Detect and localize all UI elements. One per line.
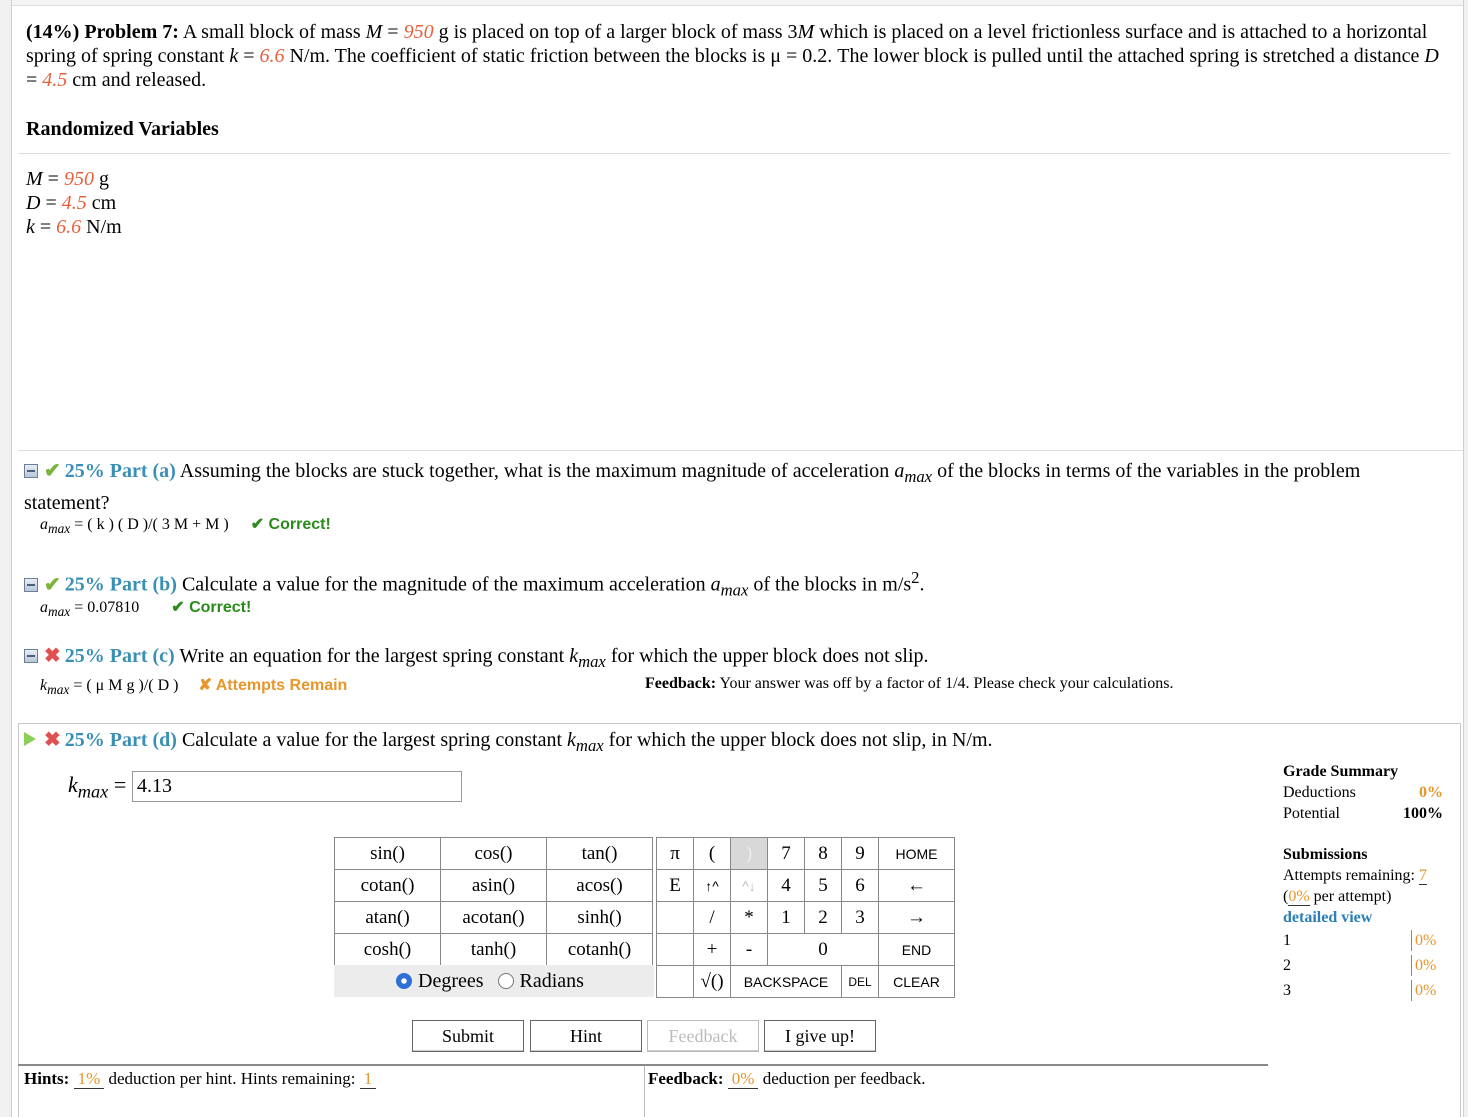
answer-label: $k_{max}$ = [68, 772, 127, 802]
per-attempt: (0% per attempt) [1283, 888, 1392, 905]
key-superscript[interactable]: ↑^ [694, 870, 731, 902]
key-cosh[interactable]: cosh() [335, 934, 441, 966]
checkmark-icon: ✔ [44, 460, 61, 482]
x-mark-icon: ✖ [44, 729, 61, 751]
left-border [0, 0, 12, 1117]
key-cotan[interactable]: cotan() [335, 870, 441, 902]
key-tanh[interactable]: tanh() [441, 934, 547, 966]
key-blank [657, 902, 694, 934]
part-a: ✔ 25% Part (a) Assuming the blocks are stuck together, what is the maximum magnitude of acceleration $a_{max}$ of the blocks in terms of the variables in the problem statement? [24, 460, 1361, 514]
key-tan[interactable]: tan() [547, 838, 653, 870]
problem-statement: (14%) Problem 7: A small block of mass M = 950 g is placed on top of a larger block of mass 3M which is placed on a level frictionless surface and is attached to a horizontal spring of spring constant k = 6.6 N/m. The coefficient of static friction between the blocks is μ = 0.2. The lower block is pulled until the attached spring is stretched a distance D = 4.5 cm and released. [26, 21, 1439, 91]
feedback-button[interactable]: Feedback [647, 1020, 759, 1052]
top-strip [0, 0, 1468, 6]
key-subscript[interactable]: ^↓ [731, 870, 768, 902]
key-0[interactable]: 0 [768, 934, 879, 966]
divider [644, 1066, 645, 1117]
detailed-view-link[interactable]: detailed view [1283, 909, 1373, 926]
hints-info: Hints: 1% deduction per hint. Hints remaining: 1 [24, 1069, 376, 1089]
submit-button[interactable]: Submit [412, 1020, 524, 1052]
key-left-arrow[interactable]: ← [879, 870, 955, 902]
attempts-remaining: Attempts remaining: 7 [1283, 867, 1427, 884]
deductions-row: Deductions 0% [1283, 784, 1443, 801]
key-sin[interactable]: sin() [335, 838, 441, 870]
key-sinh[interactable]: sinh() [547, 902, 653, 934]
submission-row: 1 0% [1283, 928, 1443, 953]
key-9[interactable]: 9 [842, 838, 879, 870]
key-divide[interactable]: / [694, 902, 731, 934]
key-sqrt[interactable]: √() [694, 966, 731, 998]
key-right-paren[interactable]: ) [731, 838, 768, 870]
key-asin[interactable]: asin() [441, 870, 547, 902]
divider [18, 450, 1463, 451]
randomized-variables-title: Randomized Variables [26, 118, 219, 140]
part-c-label: 25% Part (c) [64, 645, 175, 667]
key-2[interactable]: 2 [805, 902, 842, 934]
key-4[interactable]: 4 [768, 870, 805, 902]
angle-mode-selector: Degrees Radians [334, 965, 654, 997]
degrees-radio[interactable] [396, 973, 412, 989]
key-home[interactable]: HOME [879, 838, 955, 870]
part-b: ✔ 25% Part (b) Calculate a value for the magnitude of the maximum acceleration $a_{max}$ of the blocks in $m/s^2$. [24, 565, 1424, 604]
attempts-remain-status: ✘ Attempts Remain [198, 677, 348, 694]
variable-row: k = 6.6 N/m [26, 216, 122, 238]
key-backspace[interactable]: BACKSPACE [731, 966, 842, 998]
key-cotanh[interactable]: cotanh() [547, 934, 653, 966]
part-a-answer: $a_{max}$ = ( k ) ( D )/( 3 M + M ) ✔ Correct! [40, 516, 331, 537]
x-mark-icon: ✖ [44, 645, 61, 667]
part-c-feedback: Feedback: Your answer was off by a factor of 1/4. Please check your calculations. [645, 675, 1174, 692]
key-3[interactable]: 3 [842, 902, 879, 934]
key-pi[interactable]: π [657, 838, 694, 870]
collapse-icon[interactable] [24, 578, 38, 592]
number-keypad [656, 837, 955, 998]
key-blank [657, 966, 694, 998]
part-c: ✖ 25% Part (c) Write an equation for the largest spring constant $k_{max}$ for which the upper block does not slip. [24, 643, 1424, 675]
collapse-icon[interactable] [24, 464, 38, 478]
key-6[interactable]: 6 [842, 870, 879, 902]
submissions-title: Submissions [1283, 846, 1368, 863]
radians-radio[interactable] [498, 973, 514, 989]
grade-summary-title: Grade Summary [1283, 763, 1399, 780]
key-plus[interactable]: + [694, 934, 731, 966]
part-d-label: 25% Part (d) [64, 729, 177, 751]
submission-row: 3 0% [1283, 978, 1443, 1003]
function-keypad [334, 837, 653, 966]
part-a-label: 25% Part (a) [64, 460, 176, 482]
correct-status: ✔ Correct! [171, 599, 252, 616]
part-b-answer: $a_{max} = 0.07810$ ✔ Correct! [40, 599, 252, 620]
key-left-paren[interactable]: ( [694, 838, 731, 870]
checkmark-icon: ✔ [44, 573, 61, 596]
key-5[interactable]: 5 [805, 870, 842, 902]
key-7[interactable]: 7 [768, 838, 805, 870]
key-8[interactable]: 8 [805, 838, 842, 870]
mass-value: 950 [403, 21, 434, 43]
submission-row: 2 0% [1283, 953, 1443, 978]
key-acotan[interactable]: acotan() [441, 902, 547, 934]
expand-icon[interactable] [24, 732, 36, 746]
spring-constant-value: 6.6 [259, 45, 285, 67]
key-atan[interactable]: atan() [335, 902, 441, 934]
correct-status: ✔ Correct! [250, 516, 331, 533]
give-up-button[interactable]: I give up! [764, 1020, 876, 1052]
randomized-variables-list [26, 167, 122, 239]
potential-row: Potential 100% [1283, 805, 1443, 822]
key-1[interactable]: 1 [768, 902, 805, 934]
variable-row: M = 950 g [26, 168, 109, 190]
right-scrollbar[interactable] [1463, 0, 1468, 1117]
key-del[interactable]: DEL [842, 966, 879, 998]
divider [18, 153, 1450, 154]
key-clear[interactable]: CLEAR [879, 966, 955, 998]
part-d: ✖ 25% Part (d) Calculate a value for the largest spring constant $k_{max}$ for which the upper block does not slip, in N/m. [24, 727, 1424, 759]
key-e[interactable]: E [657, 870, 694, 902]
variable-row: D = 4.5 cm [26, 192, 117, 214]
grade-summary [1283, 761, 1443, 1003]
key-end[interactable]: END [879, 934, 955, 966]
part-b-label: 25% Part (b) [64, 573, 177, 596]
key-minus[interactable]: - [731, 934, 768, 966]
key-multiply[interactable]: * [731, 902, 768, 934]
key-cos[interactable]: cos() [441, 838, 547, 870]
key-blank [657, 934, 694, 966]
key-right-arrow[interactable]: → [879, 902, 955, 934]
part-c-answer: $k_{max}$ = ( μ M g )/( D ) ✘ Attempts Remain [40, 677, 348, 698]
collapse-icon[interactable] [24, 649, 38, 663]
problem-title: (14%) Problem 7: [26, 21, 179, 43]
distance-value: 4.5 [42, 69, 68, 91]
feedback-info: Feedback: 0% deduction per feedback. [648, 1069, 926, 1088]
key-acos[interactable]: acos() [547, 870, 653, 902]
hint-button[interactable]: Hint [530, 1020, 642, 1052]
answer-input[interactable] [132, 771, 462, 802]
